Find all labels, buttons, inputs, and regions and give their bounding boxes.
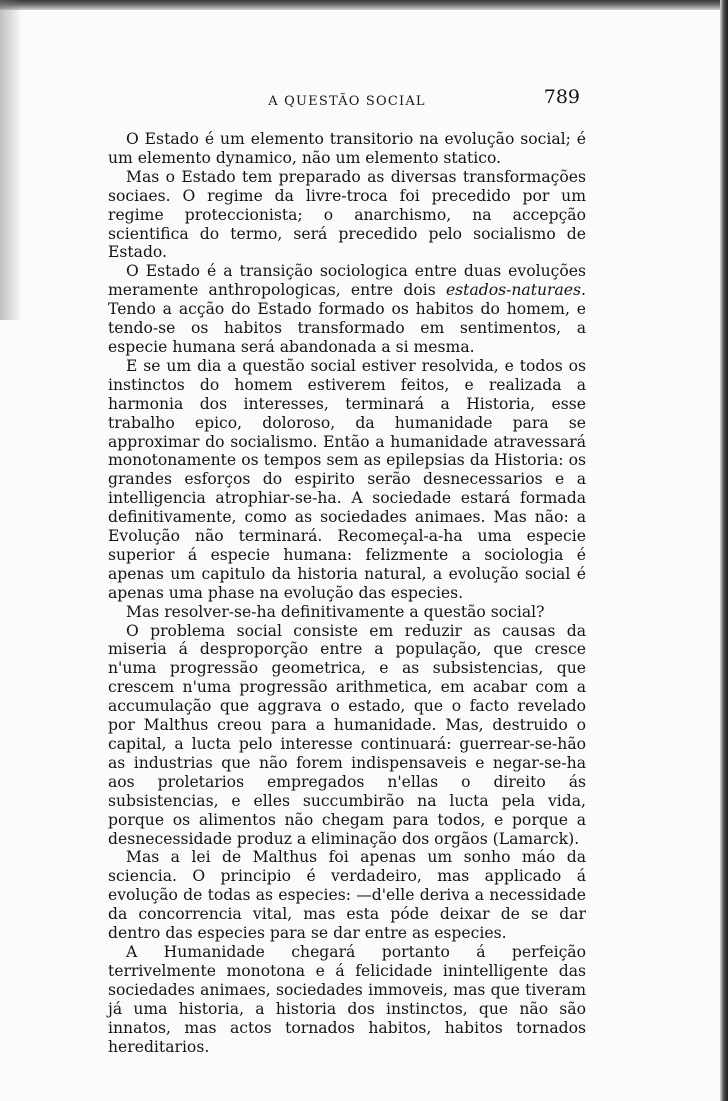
running-title: A QUESTÃO SOCIAL <box>268 94 426 109</box>
scan-top-edge <box>0 0 728 10</box>
paragraph-3-start: O Estado é a transição sociologica entre duas evoluções meramente anthropologicas, entre dois <box>108 262 586 300</box>
paragraph-4: E se um dia a questão social estiver resolvida, e todos os instinctos do homem estiverem feitos, e realizada a harmonia dos interesses, terminará a Historia, esse trabalho epico, doloroso, da humanidade para se approximar do socialismo. Então a humanidade atravessará monotonamente os tempos sem as epilepsias da Historia: os grandes esforços do espirito serão desnecessarios e a intelligencia atrophiar-se-ha. A sociedade estará formada definitivamente, como as sociedades animaes. Mas não: a Evolução não terminará. Recomeçal-a-ha uma especie superior á especie humana: felizmente a sociologia é apenas um capitulo da historia natural, a evolução social é apenas uma phase na evolução das especies. <box>108 356 586 602</box>
paragraph-7: Mas a lei de Malthus foi apenas um sonho máo da sciencia. O principio é verdadeiro, mas applicado á evolução de todas as especies: —d'elle deriva a necessidade da concorrencia vital, mas esta póde deixar de se dar dentro das especies para se dar entre as especies. <box>108 848 586 943</box>
paragraph-1: O Estado é um elemento transitorio na evolução social; é um elemento dynamico, não um elemento statico. <box>108 130 586 167</box>
paragraph-3 <box>108 262 586 357</box>
paragraph-8: A Humanidade chegará portanto á perfeição terrivelmente monotona e á felicidade inintelligente das sociedades animaes, sociedades immoveis, mas que tiveram já uma historia, a historia dos instinctos, que não são innatos, mas actos tornados habitos, habitos tornados hereditarios. <box>108 942 586 1056</box>
paragraph-2: Mas o Estado tem preparado as diversas transformações sociaes. O regime da livre-troca foi precedido por um regime proteccionista; o anarchismo, na accepção scientifica do termo, será precedido pelo socialismo de Estado. <box>108 167 586 262</box>
paragraph-3-end: . Tendo a acção do Estado formado os habitos do homem, e tendo-se os habitos transformado em sentimentos, a especie humana será abandonada a si mesma. <box>108 281 586 356</box>
paragraph-5: Mas resolver-se-ha definitivamente a questão social? <box>126 602 545 621</box>
scan-left-shadow <box>0 0 22 320</box>
body-text <box>108 130 586 1056</box>
page-header <box>108 86 586 116</box>
page-number: 789 <box>543 86 580 108</box>
paragraph-6: O problema social consiste em reduzir as causas da miseria á desproporção entre a população, que cresce n'uma progressão geometrica, e as subsistencias, que crescem n'uma progressão arithmetica, em acabar com a accumulação que aggrava o estado, que o facto revelado por Malthus creou para a humanidade. Mas, destruido o capital, a lucta pelo interesse continuará: guerrear-se-hão as industrias que não forem indispensaveis e negar-se-ha aos proletarios empregados n'ellas o direito ás subsistencias, e elles succumbirão na lucta pela vida, porque os alimentos não chegam para todos, e porque a desnecessidade produz a eliminação dos orgãos (Lamarck). <box>108 621 586 848</box>
emphasis-estados-naturaes: estados-naturaes <box>445 281 582 300</box>
scan-right-edge <box>720 0 728 1101</box>
